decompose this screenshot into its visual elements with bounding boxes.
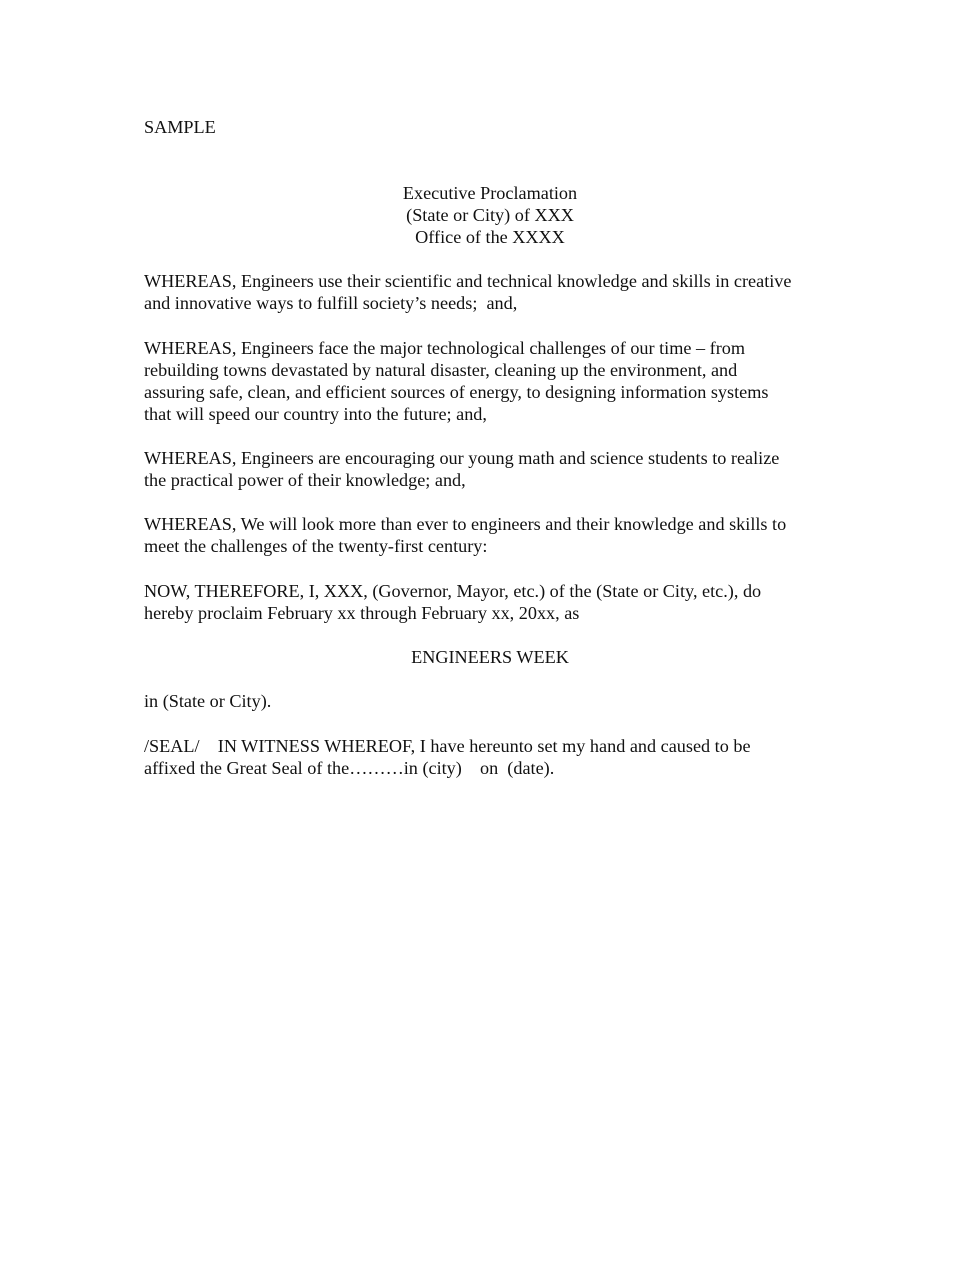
location-line: in (State or City). — [144, 691, 272, 711]
paragraph-line: assuring safe, clean, and efficient sources of energy, to designing information systems — [144, 382, 769, 402]
paragraph-line: the practical power of their knowledge; and, — [144, 470, 466, 490]
paragraph-line: hereby proclaim February xx through February xx, 20xx, as — [144, 603, 580, 623]
paragraph-line: /SEAL/ IN WITNESS WHEREOF, I have hereunto set my hand and caused to be — [144, 736, 751, 756]
paragraph-line: meet the challenges of the twenty-first century: — [144, 536, 488, 556]
sample-label: SAMPLE — [144, 117, 216, 137]
paragraph-line: NOW, THEREFORE, I, XXX, (Governor, Mayor, etc.) of the (State or City, etc.), do — [144, 581, 762, 601]
paragraph-line: WHEREAS, Engineers face the major technological challenges of our time – from — [144, 338, 745, 358]
paragraph-line: WHEREAS, Engineers are encouraging our young math and science students to realize — [144, 448, 780, 468]
paragraph-line: rebuilding towns devastated by natural disaster, cleaning up the environment, and — [144, 360, 738, 380]
paragraph-line: WHEREAS, We will look more than ever to engineers and their knowledge and skills to — [144, 514, 787, 534]
heading-jurisdiction: (State or City) of XXX — [406, 205, 574, 225]
paragraph-line: affixed the Great Seal of the………in (city) on (date). — [144, 758, 555, 778]
heading-office: Office of the XXXX — [415, 227, 565, 247]
paragraph-line: and innovative ways to fulfill society’s needs; and, — [144, 293, 518, 313]
heading-title: Executive Proclamation — [402, 183, 578, 203]
paragraph-line: that will speed our country into the future; and, — [144, 404, 487, 424]
paragraph-line: WHEREAS, Engineers use their scientific and technical knowledge and skills in creative — [144, 271, 792, 291]
proclaimed-title: ENGINEERS WEEK — [411, 647, 569, 667]
